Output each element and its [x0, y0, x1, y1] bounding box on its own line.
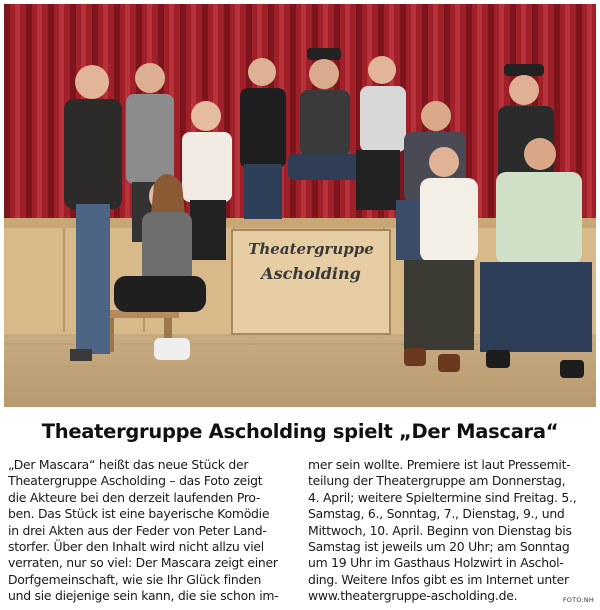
article-line: mer sein wollte. Premiere ist laut Pressemit- [308, 457, 571, 472]
article-line: Theatergruppe Ascholding – das Foto zeigt [8, 473, 263, 489]
article-line: in drei Akten aus der Feder von Peter Land- [8, 522, 267, 538]
article-line: Mittwoch, 10. April. Beginn von Dienstag bis [308, 522, 572, 538]
article-line: und sie diejenige sein kann, die sie schon im- [8, 588, 279, 604]
group-photo [4, 4, 596, 407]
article-line: die Akteure bei den derzeit laufenden Pro- [8, 489, 261, 505]
article-line: 4. April; weitere Spieltermine sind Freitag. 5., [308, 489, 577, 505]
group-photo-illustration [4, 4, 596, 407]
article-line: Samstag, 6., Sonntag, 7., Dienstag, 9., und [308, 506, 565, 522]
article-line: storfer. Über den Inhalt wird nicht allzu viel [8, 539, 264, 555]
sign-line-2: Ascholding [261, 264, 361, 283]
article-line: teilung der Theatergruppe am Donnerstag, [308, 473, 566, 489]
article-line: ben. Das Stück ist eine bayerische Komödie [8, 506, 270, 522]
article-line: verraten, nur so viel: Der Mascara zeigt einer [8, 555, 278, 571]
article-line: ding. Weitere Infos gibt es im Internet unter [308, 571, 569, 587]
sign-line-1: Theatergruppe [248, 240, 374, 258]
photo-credit: FOTO:NH [562, 596, 594, 604]
article-column-right [308, 457, 598, 605]
article-line: Samstag ist jeweils um 20 Uhr; am Sonntag [308, 539, 570, 555]
article-headline: Theatergruppe Ascholding spielt „Der Mascara“ [41, 420, 559, 443]
article-column-left [8, 457, 298, 605]
article-line: um 19 Uhr im Gasthaus Holzwirt in Aschol- [308, 555, 564, 571]
article-line: „Der Mascara“ heißt das neue Stück der [8, 457, 249, 472]
article-line: Dorfgemeinschaft, wie sie Ihr Glück finden [8, 571, 262, 587]
article-url: www.theatergruppe-ascholding.de. [308, 588, 518, 604]
